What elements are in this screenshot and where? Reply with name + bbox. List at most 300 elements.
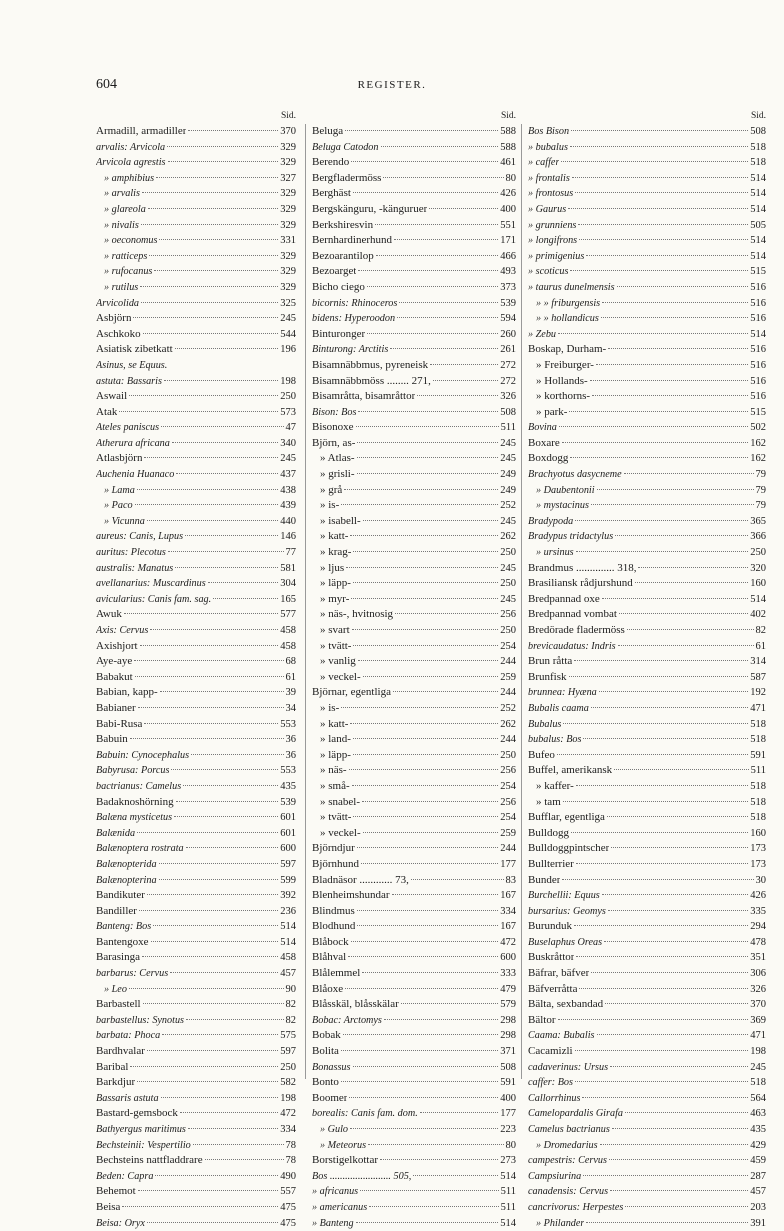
index-entry	[96, 1184, 296, 1200]
dot-leader	[369, 1206, 498, 1207]
dot-leader	[344, 489, 498, 490]
index-entry	[96, 919, 296, 935]
index-entry	[96, 202, 296, 218]
entry-term: Bältor	[528, 1013, 556, 1026]
entry-term: Binturong: Arctitis	[312, 344, 389, 356]
index-entry	[528, 919, 766, 935]
index-entry	[312, 561, 516, 577]
dot-leader	[352, 629, 499, 630]
entry-term: » myr-	[320, 592, 350, 605]
index-entry	[96, 701, 296, 717]
entry-page-number: 599	[280, 874, 296, 886]
entry-page-number: 79	[755, 484, 766, 496]
dot-leader	[362, 972, 498, 973]
dot-leader	[356, 426, 499, 427]
entry-page-number: 490	[280, 1170, 296, 1182]
dot-leader	[351, 161, 498, 162]
dot-leader	[393, 691, 498, 692]
entry-page-number: 82	[755, 625, 766, 636]
dot-leader	[433, 380, 498, 381]
dot-leader	[597, 489, 754, 490]
entry-page-number: 457	[750, 1186, 766, 1198]
index-entry	[96, 623, 296, 639]
entry-page-number: 508	[750, 126, 766, 137]
index-entry	[96, 966, 296, 982]
dot-leader	[168, 551, 284, 552]
index-entry	[312, 358, 516, 374]
dot-leader	[617, 286, 749, 287]
dot-leader	[155, 1175, 278, 1176]
entry-page-number: 160	[750, 578, 766, 590]
index-entry	[528, 1153, 766, 1169]
entry-page-number: 514	[750, 235, 766, 247]
index-entry	[528, 124, 766, 140]
index-entry	[312, 498, 516, 514]
dot-leader	[569, 411, 748, 412]
index-entry	[312, 857, 516, 873]
entry-page-number: 250	[500, 547, 516, 559]
entry-term: » katt-	[320, 530, 349, 543]
index-entry	[528, 545, 766, 561]
dot-leader	[413, 1175, 498, 1176]
index-entry	[312, 405, 516, 421]
index-entry	[96, 514, 296, 530]
entry-page-number: 272	[500, 375, 516, 387]
index-entry	[312, 467, 516, 483]
entry-page-number: 600	[500, 952, 516, 964]
index-entry	[528, 451, 766, 467]
entry-page-number: 245	[280, 313, 296, 325]
entry-term: » taurus dunelmensis	[528, 281, 615, 293]
index-entry	[312, 420, 516, 436]
entry-page-number: 39	[285, 687, 296, 699]
dot-leader	[159, 863, 279, 864]
entry-page-number: 601	[280, 812, 296, 824]
entry-term: Boskap, Durham-	[528, 343, 607, 356]
entry-page-number: 594	[500, 313, 516, 325]
entry-term: Binturonger	[312, 327, 366, 340]
index-entry	[312, 451, 516, 467]
entry-page-number: 146	[280, 531, 296, 543]
index-entry	[96, 950, 296, 966]
entry-page-number: 557	[280, 1186, 296, 1198]
index-entry	[312, 639, 516, 655]
entry-term: Brandmus .............. 318,	[528, 561, 637, 574]
index-entry	[96, 935, 296, 951]
entry-page-number: 458	[280, 640, 296, 652]
entry-term: arvalis: Arvicola	[96, 141, 166, 153]
dot-leader	[570, 146, 748, 147]
dot-leader	[124, 613, 278, 614]
entry-page-number: 250	[280, 1061, 296, 1073]
entry-page-number: 245	[750, 1061, 766, 1073]
dot-leader	[591, 504, 754, 505]
index-entry	[312, 997, 516, 1013]
entry-page-number: 508	[500, 406, 516, 418]
index-entry	[96, 1013, 296, 1029]
entry-term: caffer: Bos	[528, 1077, 573, 1089]
index-entry	[312, 1184, 516, 1200]
entry-term: Bullterrier	[528, 857, 574, 870]
entry-term: bicornis: Rhinoceros	[312, 297, 398, 309]
index-entry	[528, 623, 766, 639]
index-entry	[528, 888, 766, 904]
entry-term: barbata: Phoca	[96, 1030, 161, 1042]
index-entry	[96, 327, 296, 343]
index-entry	[528, 389, 766, 405]
entry-term: » Atlas-	[320, 452, 355, 465]
index-entry	[312, 670, 516, 686]
index-entry	[96, 249, 296, 265]
entry-term: Babuin: Cynocephalus	[96, 749, 190, 761]
dot-leader	[143, 333, 279, 334]
dot-leader	[608, 910, 748, 911]
entry-term: » Gulo	[320, 1124, 349, 1135]
dot-leader	[576, 956, 748, 957]
entry-page-number: 250	[500, 749, 516, 761]
index-entry	[96, 748, 296, 764]
index-entry	[312, 529, 516, 545]
dot-leader	[575, 520, 748, 521]
dot-leader	[360, 1190, 498, 1191]
entry-term: » land-	[320, 733, 351, 746]
dot-leader	[605, 1003, 748, 1004]
entry-term: Blenheimshundar	[312, 889, 390, 902]
entry-term: cancrivorus: Herpestes	[528, 1201, 624, 1213]
entry-term: Aswail	[96, 390, 128, 403]
dot-leader	[351, 941, 499, 942]
index-entry	[312, 1091, 516, 1107]
entry-term: Boxare	[528, 436, 560, 449]
entry-term: Axishjort	[96, 639, 138, 652]
index-entry	[528, 935, 766, 951]
index-entry	[528, 171, 766, 187]
entry-page-number: 165	[280, 593, 296, 605]
index-entry	[528, 592, 766, 608]
dot-leader	[141, 224, 278, 225]
index-entry	[312, 982, 516, 998]
entry-term: Atak	[96, 405, 118, 418]
entry-term: » ljus	[320, 561, 345, 574]
entry-term: » nivalis	[104, 219, 139, 231]
index-entry	[96, 311, 296, 327]
entry-term: Atlasbjörn	[96, 452, 143, 465]
entry-term: Asinus, se Equus.	[96, 359, 168, 371]
entry-term: Bufeo	[528, 748, 555, 761]
index-entry	[312, 685, 516, 701]
index-entry	[312, 873, 516, 889]
index-entry	[312, 264, 516, 280]
index-entry	[96, 685, 296, 701]
dot-leader	[130, 738, 284, 739]
index-entry	[96, 436, 296, 452]
entry-page-number: 439	[280, 500, 296, 512]
index-entry	[312, 342, 516, 358]
index-entry	[312, 935, 516, 951]
entry-page-number: 591	[500, 1077, 516, 1089]
index-entry	[96, 1106, 296, 1122]
entry-page-number: 329	[280, 281, 296, 293]
index-entry	[312, 701, 516, 717]
entry-page-number: 435	[750, 1124, 766, 1135]
dot-leader	[384, 1019, 498, 1020]
entry-term: avellanarius: Muscardinus	[96, 578, 206, 590]
entry-page-number: 518	[750, 780, 766, 792]
entry-page-number: 340	[280, 437, 296, 449]
dot-leader	[186, 847, 279, 848]
entry-term: campestris: Cervus	[528, 1155, 607, 1167]
entry-page-number: 373	[500, 281, 516, 293]
entry-term: » krag-	[320, 546, 352, 559]
entry-term: Bassaris astuta	[96, 1092, 159, 1104]
entry-page-number: 331	[280, 235, 296, 247]
index-entry	[96, 670, 296, 686]
entry-term: Boomer	[312, 1091, 348, 1104]
index-entry	[528, 1075, 766, 1091]
dot-leader	[353, 754, 498, 755]
entry-page-number: 601	[280, 827, 296, 839]
entry-term: auritus: Plecotus	[96, 547, 166, 559]
dot-leader	[135, 504, 279, 505]
entry-term: barbastellus: Synotus	[96, 1014, 185, 1026]
entry-page-number: 466	[500, 250, 516, 262]
index-entry	[96, 561, 296, 577]
entry-page-number: 334	[280, 1124, 296, 1135]
entry-page-number: 564	[750, 1092, 766, 1104]
entry-term: Bisamråtta, bisamråttor	[312, 390, 416, 403]
dot-leader	[568, 208, 748, 209]
entry-page-number: 511	[750, 765, 766, 777]
index-entry	[528, 1169, 766, 1185]
entry-page-number: 223	[500, 1124, 516, 1135]
dot-leader	[394, 239, 498, 240]
index-entry	[312, 1153, 516, 1169]
index-entry	[528, 311, 766, 327]
index-entry	[312, 514, 516, 530]
entry-term: Bastard-gemsbock	[96, 1107, 178, 1120]
index-entry	[96, 763, 296, 779]
entry-term: Babakut	[96, 670, 133, 683]
page-number: 604	[96, 77, 117, 92]
entry-page-number: 458	[280, 952, 296, 964]
entry-term: Blåsskäl, blåsskälar	[312, 998, 399, 1011]
entry-term: Bolita	[312, 1045, 339, 1058]
dot-leader	[161, 426, 283, 427]
dot-leader	[571, 832, 748, 833]
index-entry	[528, 186, 766, 202]
index-entry	[96, 529, 296, 545]
entry-term: » frontalis	[528, 172, 570, 184]
entry-page-number: 514	[750, 203, 766, 215]
dot-leader	[351, 598, 498, 599]
dot-leader	[625, 1206, 748, 1207]
entry-term: Behemot	[96, 1185, 136, 1198]
index-entry	[528, 779, 766, 795]
index-entry	[312, 140, 516, 156]
entry-term: Bos Bison	[528, 126, 570, 137]
index-entry	[312, 1138, 516, 1154]
dot-leader	[570, 457, 748, 458]
index-entry	[528, 436, 766, 452]
dot-leader	[638, 567, 748, 568]
dot-leader	[357, 910, 498, 911]
entry-term: Bezoarantilop	[312, 249, 374, 262]
entry-term: » svart	[320, 624, 350, 636]
entry-page-number: 516	[750, 313, 766, 325]
entry-term: bursarius: Geomys	[528, 905, 606, 917]
entry-page-number: 198	[280, 1092, 296, 1104]
index-entry	[528, 810, 766, 826]
entry-page-number: 250	[750, 547, 766, 559]
entry-page-number: 600	[280, 843, 296, 855]
dot-leader	[349, 769, 499, 770]
dot-leader	[150, 629, 278, 630]
index-entry	[312, 732, 516, 748]
index-entry	[96, 186, 296, 202]
index-entry	[528, 280, 766, 296]
dot-leader	[397, 317, 498, 318]
index-entry	[528, 1013, 766, 1029]
dot-leader	[358, 270, 498, 271]
entry-page-number: 587	[750, 671, 766, 683]
entry-term: Badaknoshörning	[96, 795, 174, 808]
entry-term: » Meteorus	[320, 1139, 367, 1151]
dot-leader	[353, 1066, 499, 1067]
dot-leader	[353, 192, 498, 193]
dot-leader	[138, 1190, 279, 1191]
entry-term: » rufocanus	[104, 266, 153, 278]
entry-term: bubalus: Bos	[528, 734, 582, 746]
index-entry	[312, 374, 516, 390]
dot-leader	[583, 738, 748, 739]
index-entry	[96, 264, 296, 280]
index-entry	[96, 1122, 296, 1138]
index-entry	[528, 561, 766, 577]
entry-term: Banteng: Bos	[96, 921, 152, 933]
dot-leader	[170, 972, 278, 973]
entry-page-number: 573	[280, 406, 296, 418]
entry-page-number: 244	[500, 687, 516, 699]
entry-term: » tvätt-	[320, 811, 352, 824]
index-entry	[528, 857, 766, 873]
entry-term: Beisa	[96, 1200, 121, 1213]
entry-page-number: 505	[750, 219, 766, 231]
dot-leader	[119, 411, 278, 412]
index-entry	[312, 233, 516, 249]
index-entry	[312, 249, 516, 265]
entry-term: » ratticeps	[104, 250, 148, 262]
index-entry	[312, 888, 516, 904]
entry-term: Brun råtta	[528, 655, 573, 668]
entry-term: Bäfrar, bäfver	[528, 967, 590, 980]
dot-leader	[343, 1034, 499, 1035]
dot-leader	[558, 333, 748, 334]
dot-leader	[154, 270, 278, 271]
index-entry	[312, 826, 516, 842]
entry-page-number: 471	[750, 1030, 766, 1042]
entry-term: Bredpannad vombat	[528, 608, 617, 621]
entry-page-number: 325	[280, 297, 296, 309]
entry-page-number: 298	[500, 1030, 516, 1042]
dot-leader	[147, 520, 278, 521]
entry-page-number: 249	[500, 469, 516, 481]
index-entry	[528, 997, 766, 1013]
index-entry	[312, 311, 516, 327]
entry-term: Bobac: Arctomys	[312, 1014, 382, 1026]
entry-term: » Gaurus	[528, 203, 567, 215]
entry-term: Balæna mysticetus	[96, 812, 173, 824]
index-entry	[528, 670, 766, 686]
index-entry	[312, 171, 516, 187]
entry-term: Camelopardalis Girafa	[528, 1108, 623, 1120]
entry-page-number: 329	[280, 266, 296, 278]
dot-leader	[341, 504, 498, 505]
entry-term: » » hollandicus	[536, 313, 599, 325]
dot-leader	[576, 863, 748, 864]
entry-page-number: 245	[500, 515, 516, 527]
dot-leader	[151, 941, 279, 942]
dot-leader	[357, 457, 499, 458]
entry-term: » snabel-	[320, 795, 361, 808]
index-entry	[528, 685, 766, 701]
dot-leader	[575, 1081, 748, 1082]
entry-page-number: 256	[500, 765, 516, 777]
dot-leader	[558, 1019, 749, 1020]
dot-leader	[624, 473, 754, 474]
entry-term: » glareola	[104, 203, 146, 215]
entry-term: » tam	[536, 795, 561, 808]
entry-page-number: 254	[500, 812, 516, 824]
dot-leader	[346, 567, 498, 568]
entry-page-number: 177	[500, 858, 516, 870]
index-entry	[528, 1216, 766, 1231]
entry-page-number: 370	[280, 126, 296, 137]
index-entry	[96, 1216, 296, 1231]
index-entry	[312, 483, 516, 499]
entry-term: Bonassus	[312, 1061, 351, 1073]
entry-term: » scoticus	[528, 266, 569, 278]
index-entry	[96, 795, 296, 811]
entry-term: » Philander	[536, 1217, 585, 1229]
entry-term: Babian, kapp-	[96, 686, 158, 699]
entry-page-number: 472	[500, 936, 516, 948]
entry-term: Babianer	[96, 701, 136, 714]
entry-page-number: 83	[505, 874, 516, 886]
entry-page-number: 245	[500, 593, 516, 605]
dot-leader	[353, 645, 498, 646]
entry-page-number: 514	[280, 921, 296, 933]
dot-leader	[615, 535, 748, 536]
entry-term: » ursinus	[536, 547, 574, 559]
dot-leader	[557, 754, 748, 755]
entry-page-number: 511	[500, 1186, 516, 1198]
entry-page-number: 82	[285, 1014, 296, 1026]
entry-term: Arvicolida	[96, 297, 140, 309]
entry-page-number: 518	[750, 718, 766, 730]
index-entry	[528, 264, 766, 280]
entry-term: brunnea: Hyæna	[528, 687, 597, 699]
entry-term: Bradypus tridactylus	[528, 531, 614, 543]
entry-term: Babyrusa: Porcus	[96, 765, 170, 777]
entry-page-number: 334	[500, 905, 516, 917]
entry-term: Beluga	[312, 125, 344, 137]
entry-page-number: 493	[500, 266, 516, 278]
dot-leader	[183, 785, 278, 786]
index-entry	[96, 405, 296, 421]
entry-term: » tvätt-	[320, 639, 352, 652]
dot-leader	[135, 676, 284, 677]
dot-leader	[383, 177, 503, 178]
